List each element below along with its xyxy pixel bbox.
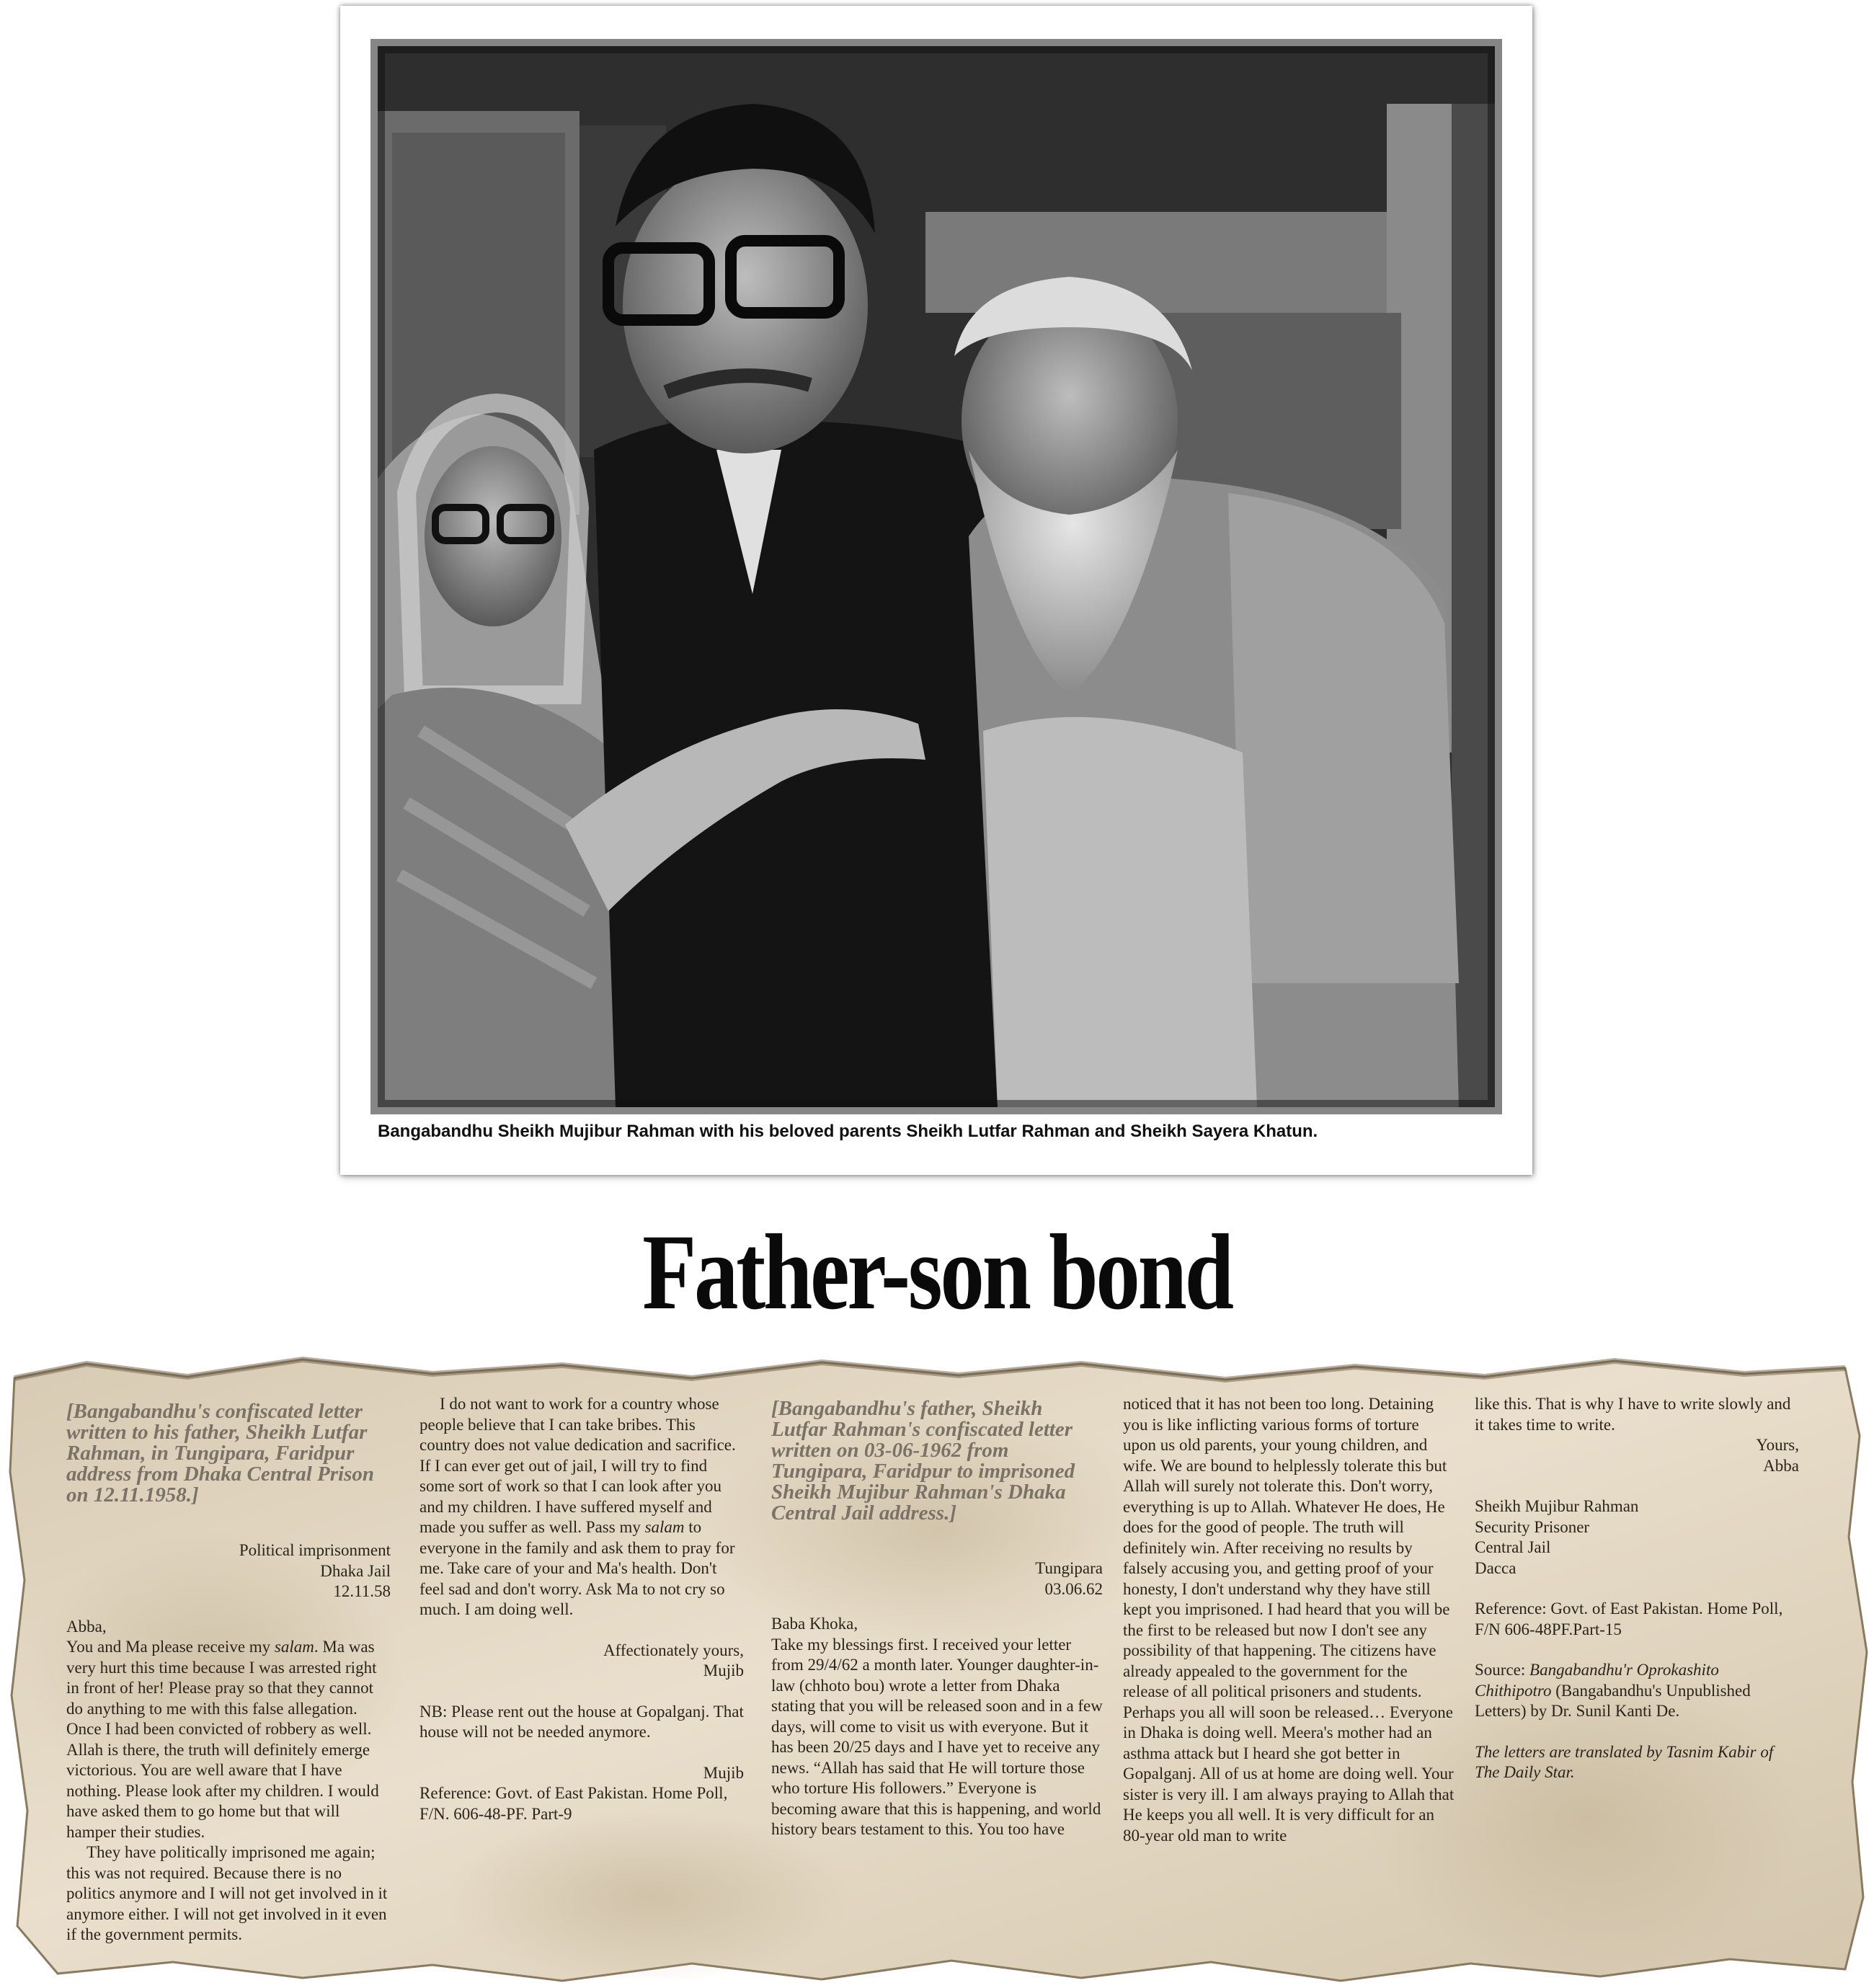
headline: Father-son bond [642,1212,1232,1332]
letter1-column-1 [66,1400,391,1943]
letter1-signoff: Affectionately yours, [603,1641,744,1659]
letter2-address-line-3: Central Jail [1475,1538,1551,1556]
letter2-translation-note: The letters are translated by Tasnim Kabir of The Daily Star. [1475,1742,1774,1781]
letter1-header-line-3: 12.11.58 [333,1582,391,1600]
letter2-column-3 [1475,1394,1799,1783]
historical-photo [378,46,1495,1107]
letter2-body-end: like this. That is why I have to write slowly and it takes time to write. [1475,1395,1791,1434]
letter2-body-continued: noticed that it has not been too long. Detaining you is like inflicting various forms of torture upon us old parents, your young children, and wife. We are bound to helplessly tolerate this but Allah will surely not tolerate this. Don't worry, everything is up to Allah. Whatever He does, He does for the good of people. The truth will definitely win. After receiving no results by falsely accusing you, and getting proof of your honesty, I don't understand why they have still kept you imprisoned. I had heard that you will be the first to be released but now I don't see any possibility of that happening. The citizens have already appealed to the government for the release of all political prisoners and students. Perhaps you all will soon be released… Everyone in Dhaka is doing well. Meera's mother had an asthma attack but I heard she got better in Gopalganj. All of us at home are doing well. Your sister is very ill. I am always praying to Allah that He keeps you all well. It is very difficult for an 80-year old man to write [1123,1395,1455,1845]
letter2-header-line-1: Tungipara [1035,1559,1103,1577]
letter2-source: Source: Bangabandhu'r Oprokashito Chithipotro (Bangabandhu's Unpublished Letters) by Dr. Sunil Kanti De. [1475,1661,1751,1720]
letter1-header-line-2: Dhaka Jail [320,1561,391,1580]
letter2-header-line-2: 03.06.62 [1044,1579,1103,1598]
letter1-header-line-1: Political imprisonment [239,1541,391,1559]
photo-caption: Bangabandhu Sheikh Mujibur Rahman with his beloved parents Sheikh Lutfar Rahman and Sheikh Sayera Khatun. [378,1122,1318,1141]
aged-paper [0,1349,1874,1988]
letter1-paragraph-2: They have politically imprisoned me again; this was not required. Because there is no politics anymore and I will not get involved in it anymore either. I will not get involved in it even if the government permits. [66,1843,388,1943]
letter1-reference: Reference: Govt. of East Pakistan. Home Poll, F/N. 606-48-PF. Part-9 [419,1784,728,1823]
letter1-paragraph-3: I do not want to work for a country whose people believe that I can take bribes. This country does not value dedication and sacrifice. If I can ever get out of jail, I will try to find some sort of work so that I can look after you and my children. I have suffered myself and made you suffer as well. Pass my salam to everyone in the family and ask them to pray for me. Take care of your and Ma's health. Don't feel sad and don't worry. Ask Ma to not cry so much. I am doing well. [419,1395,736,1618]
letter2-signoff: Yours, [1756,1436,1799,1454]
letter1-column-2 [419,1394,744,1824]
letter1-intro: [Bangabandhu's confiscated letter written to his father, Sheikh Lutfar Rahman, in Tungipara, Faridpur address from Dhaka Central Prison on 12.11.1958.] [66,1400,375,1506]
letter2-address-line-4: Dacca [1475,1558,1516,1577]
letter1-signature-2: Mujib [703,1763,744,1782]
letter2-reference: Reference: Govt. of East Pakistan. Home Poll, F/N 606-48PF.Part-15 [1475,1599,1783,1638]
letter2-address-line-1: Sheikh Mujibur Rahman [1475,1497,1639,1515]
letter2-salutation: Baba Khoka, [771,1615,858,1633]
photo-card [340,6,1532,1175]
letter1-paragraph-1: You and Ma please receive my salam. Ma was very hurt this time because I was arrested right in front of her! Please pray so that they cannot do anything to me with this false allegation. Once I had been convicted of robbery as well. Allah is there, the truth will definitely emerge victorious. You are well aware that I have nothing. Please look after my children. I would have asked them to go home but that will hamper their studies. [66,1638,379,1841]
letter1-signature: Mujib [703,1661,744,1679]
letter2-body-part-1: Take my blessings first. I received your letter from 29/4/62 a month later. Younger daughter-in-law (chhoto bou) wrote a letter from Dhaka stating that you will be released soon and in a few days, will come to visit us with everyone. But it has been 20/25 days and I have yet to receive any news. “Allah has said that He will torture those who torture His followers.” Everyone is becoming aware that this is happening, and world history bears testament to this. You too have [771,1635,1103,1838]
letter2-address-line-2: Security Prisoner [1475,1517,1590,1536]
letter1-salutation: Abba, [66,1617,107,1636]
letter2-column-2-text [1123,1394,1455,1949]
letter2-signature: Abba [1763,1456,1799,1475]
letter2-column-1 [771,1398,1103,1840]
letter2-intro: [Bangabandhu's father, Sheikh Lutfar Rahman's confiscated letter written on 03-06-1962 from Tungipara, Faridpur to imprisoned Sheikh Mujibur Rahman's Dhaka Central Jail address.] [771,1397,1075,1525]
letter1-nb: NB: Please rent out the house at Gopalganj. That house will not be needed anymore. [419,1702,744,1741]
photo-illustration [378,46,1495,1107]
